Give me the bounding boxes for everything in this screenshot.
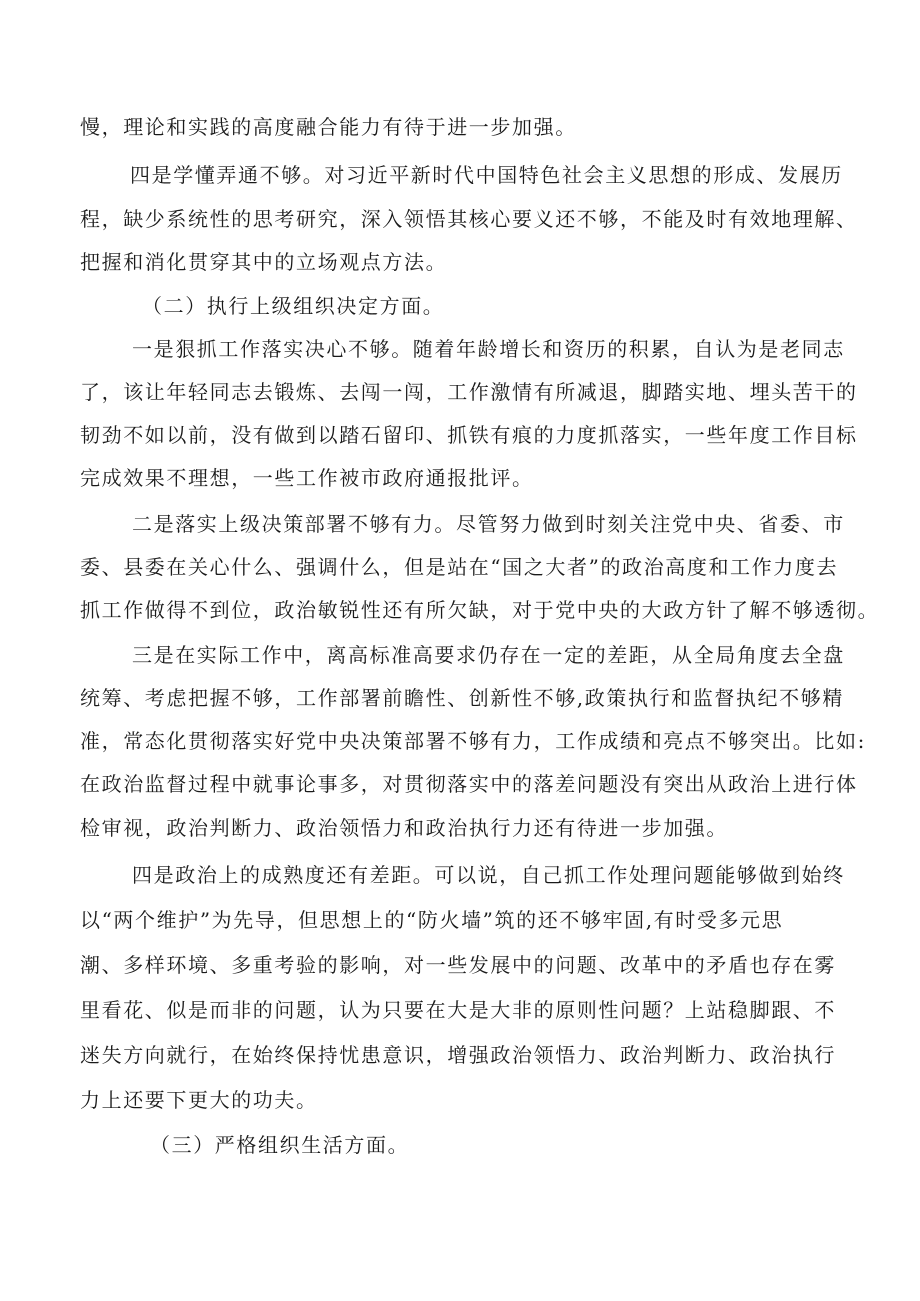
text-line: 迷失方向就行，在始终保持忧患意识，增强政治领悟力、政治判断力、政治执行 [80, 1043, 836, 1067]
text-line: 检审视，政治判断力、政治领悟力和政治执行力还有待进一步加强。 [80, 816, 728, 840]
text-line: 力上还要下更大的功夫。 [80, 1088, 318, 1112]
section-heading: （三）严格组织生活方面。 [150, 1133, 410, 1157]
paragraph-first-line: 四是政治上的成熟度还有差距。可以说，自己抓工作处理问题能够做到始终 [132, 863, 845, 887]
paragraph-first-line: 四是学懂弄通不够。对习近平新时代中国特色社会主义思想的形成、发展历 [130, 163, 843, 187]
text-line: 抓工作做得不到位，政治敏锐性还有所欠缺，对于党中央的大政方针了解不够透彻。 [80, 598, 880, 622]
text-line: 里看花、似是而非的问题，认为只要在大是大非的原则性问题？上站稳脚跟、不 [80, 998, 836, 1022]
paragraph-first-line: 三是在实际工作中，离高标准高要求仍存在一定的差距，从全局角度去全盘 [132, 643, 845, 667]
text-line: 以“两个维护”为先导，但思想上的“防火墙”筑的还不够牢固,有时受多元思 [80, 908, 784, 932]
text-line: 把握和消化贯穿其中的立场观点方法。 [80, 250, 448, 274]
text-line: 在政治监督过程中就事论事多，对贯彻落实中的落差问题没有突出从政治上进行体 [80, 772, 858, 796]
text-line: 准，常态化贯彻落实好党中央决策部署不够有力，工作成绩和亮点不够突出。比如: [80, 729, 866, 753]
text-line: 程，缺少系统性的思考研究，深入领悟其核心要义还不够，不能及时有效地理解、 [80, 207, 858, 231]
text-line: 完成效果不理想，一些工作被市政府通报批评。 [80, 466, 534, 490]
text-line: 韧劲不如以前，没有做到以踏石留印、抓铁有痕的力度抓落实，一些年度工作目标 [80, 423, 858, 447]
text-line: 统筹、考虑把握不够，工作部署前瞻性、创新性不够,政策执行和监督执纪不够精 [80, 686, 844, 710]
text-line: 慢，理论和实践的高度融合能力有待于进一步加强。 [80, 115, 577, 139]
text-line: 潮、多样环境、多重考验的影响，对一些发展中的问题、改革中的矛盾也存在雾 [80, 953, 836, 977]
text-line: 委、县委在关心什么、强调什么，但是站在“国之大者”的政治高度和工作力度去 [80, 555, 839, 579]
section-heading: （二）执行上级组织决定方面。 [142, 294, 445, 318]
text-line: 了，该让年轻同志去锻炼、去闯一闯，工作激情有所减退，脚踏实地、埋头苦干的 [80, 380, 858, 404]
paragraph-first-line: 一是狠抓工作落实决心不够。随着年龄增长和资历的积累，自认为是老同志 [132, 337, 845, 361]
paragraph-first-line: 二是落实上级决策部署不够有力。尽管努力做到时刻关注党中央、省委、市 [132, 512, 845, 536]
